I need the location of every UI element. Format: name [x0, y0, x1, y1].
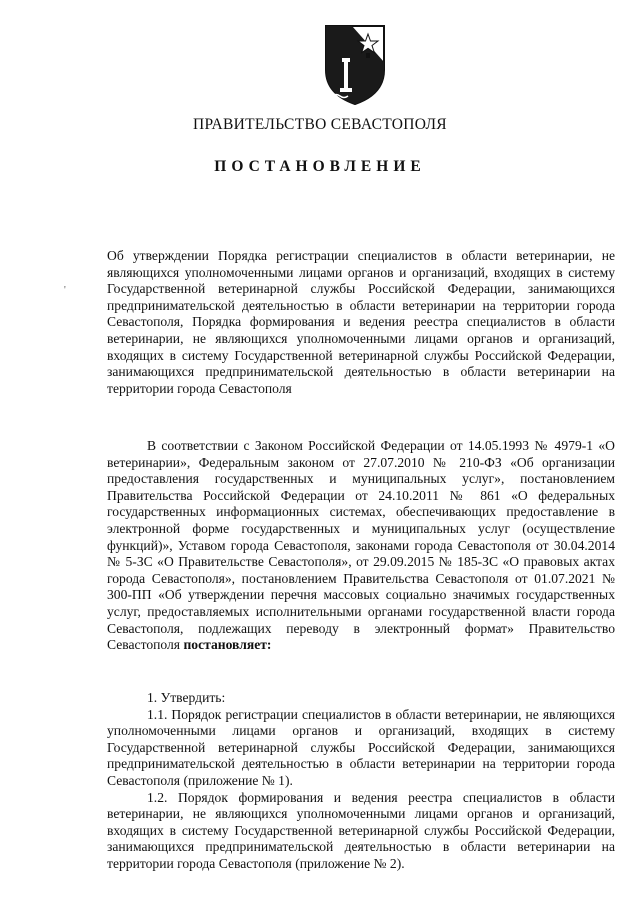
decision-section [107, 690, 615, 873]
document-type: ПОСТАНОВЛЕНИЕ [214, 158, 426, 175]
government-name: ПРАВИТЕЛЬСТВО СЕВАСТОПОЛЯ [193, 116, 447, 133]
decision-item-2: 1.2. Порядок формирования и ведения реестра специалистов в области ветеринарии, не являющихся уполномоченными лицами органов и организаций, входящих в систему Государственной ветеринарной службы Российской Федерации, занимающихся предпринимательской деятельностью в области ветеринарии на территории города Севастополя (приложение № 2). [107, 789, 615, 871]
margin-mark: ' [64, 285, 66, 296]
decision-word: постановляет: [183, 637, 272, 653]
sevastopol-coat-of-arms-icon [322, 22, 388, 106]
preamble [107, 438, 615, 654]
document-subject: Об утверждении Порядка регистрации специалистов в области ветеринарии, не являющихся уполномоченными лицами органов и организаций, входящих в систему Государственной ветеринарной службы Российской Федерации, занимающихся предпринимательской деятельностью в области ветеринарии на территории города Севастополя, Порядка формирования и ведения реестра специалистов в области ветеринарии, не являющихся уполномоченными лицами органов и организаций, входящих в систему Государственной ветеринарной службы Российской Федерации, занимающихся предпринимательской деятельностью в области ветеринарии на территории города Севастополя [107, 248, 615, 396]
preamble-text: В соответствии с Законом Российской Федерации от 14.05.1993 № 4979-1 «О ветеринарии», Федеральным законом от 27.07.2010 № 210-ФЗ «Об организации предоставления государственных и муниципальных услуг», постановлением Правительства Российской Федерации от 24.10.2011 № 861 «О федеральных государственных информационных системах, обеспечивающих предоставление в электронной форме государственных и муниципальных услуг (осуществление функций)», Уставом города Севастополя, законами города Севастополя от 30.04.2014 № 5-ЗС «О Правительстве Севастополя», от 29.09.2015 № 185-ЗС «О правовых актах города Севастополя», постановлением Правительства Севастополя от 01.07.2021 № 300-ПП «Об утверждении перечня массовых социально значимых государственных услуг, предоставляемых исполнительными органами государственной власти города Севастополя, подлежащих переводу в электронный формат» Правительство Севастополя [107, 438, 615, 653]
decision-item-1: 1.1. Порядок регистрации специалистов в области ветеринарии, не являющихся уполномоченными лицами органов и организаций, входящих в систему Государственной ветеринарной службы Российской Федерации, занимающихся предпринимательской деятельностью в области ветеринарии на территории города Севастополя (приложение № 1). [107, 706, 615, 788]
decision-heading: 1. Утвердить: [147, 690, 226, 705]
